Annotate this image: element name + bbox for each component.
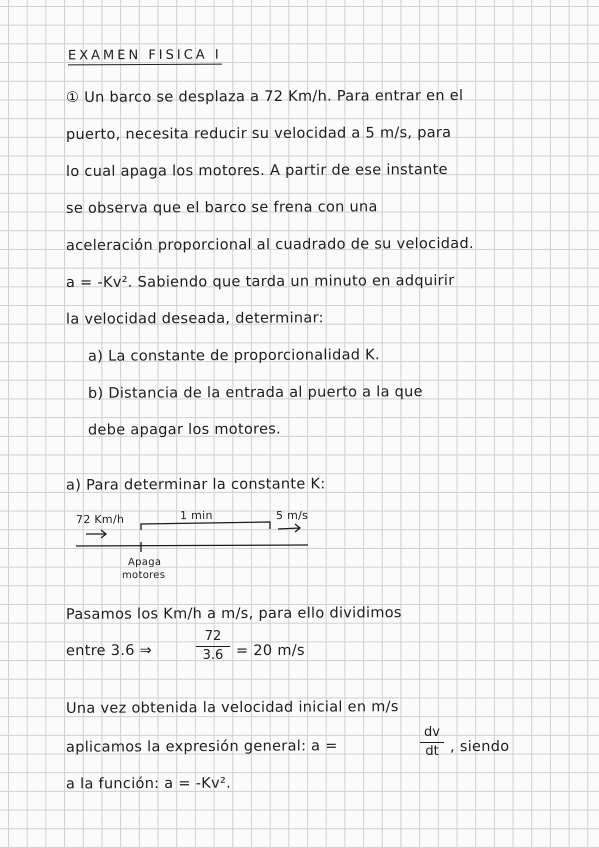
exam-title: EXAMEN FISICA I <box>67 47 222 64</box>
diagram-label-2: motores <box>121 569 166 582</box>
problem-line-5: aceleración proporcional al cuadrado de su velocidad. <box>65 235 474 255</box>
conversion-result: = 20 m/s <box>235 642 305 660</box>
problem-line-6: a = -Kv². Sabiendo que tarda un minuto en adquirir <box>65 272 455 292</box>
conversion-line-1: Pasamos los Km/h a m/s, para ello dividimos <box>65 605 402 623</box>
final-velocity-arrow <box>278 524 300 532</box>
problem-line-4: se observa que el barco se frena con una <box>65 199 378 217</box>
derivative-denominator: dt <box>425 744 439 759</box>
velocity-prefix: aplicamos la expresión general: a = <box>65 738 338 756</box>
problem-line-3: lo cual apaga los motores. A partir de ese instante <box>65 162 448 180</box>
initial-velocity-arrow <box>86 530 106 538</box>
fraction-numerator: 72 <box>204 629 222 644</box>
solution-heading: a) Para determinar la constante K: <box>65 476 326 494</box>
fraction-denominator: 3.6 <box>202 648 224 663</box>
diagram-final-speed: 5 m/s <box>275 508 309 523</box>
timeline-line <box>76 545 308 546</box>
derivative-fraction <box>420 725 444 760</box>
question-b-line-1: b) Distancia de la entrada al puerto a la que <box>87 384 423 402</box>
diagram-initial-speed: 72 Km/h <box>75 512 125 527</box>
diagram-duration: 1 min <box>179 508 213 523</box>
diagram-label-1: Apaga <box>127 556 162 569</box>
interval-bracket <box>141 522 270 530</box>
velocity-line-1: Una vez obtenida la velocidad inicial en m/s <box>65 699 399 717</box>
problem-line-2: puerto, necesita reducir su velocidad a 5 m/s, para <box>65 124 452 144</box>
conversion-fraction <box>196 629 230 664</box>
conversion-prefix: entre 3.6 ⇒ <box>65 642 153 660</box>
question-b-line-2: debe apagar los motores. <box>87 421 282 439</box>
question-a: a) La constante de proporcionalidad K. <box>87 347 380 365</box>
velocity-suffix: , siendo <box>449 738 510 756</box>
problem-line-7: la velocidad deseada, determinar: <box>65 310 324 328</box>
problem-line-1: ① Un barco se desplaza a 72 Km/h. Para entrar en el <box>65 87 464 107</box>
function-line: a la función: a = -Kv². <box>65 775 232 793</box>
derivative-numerator: dv <box>424 725 440 740</box>
